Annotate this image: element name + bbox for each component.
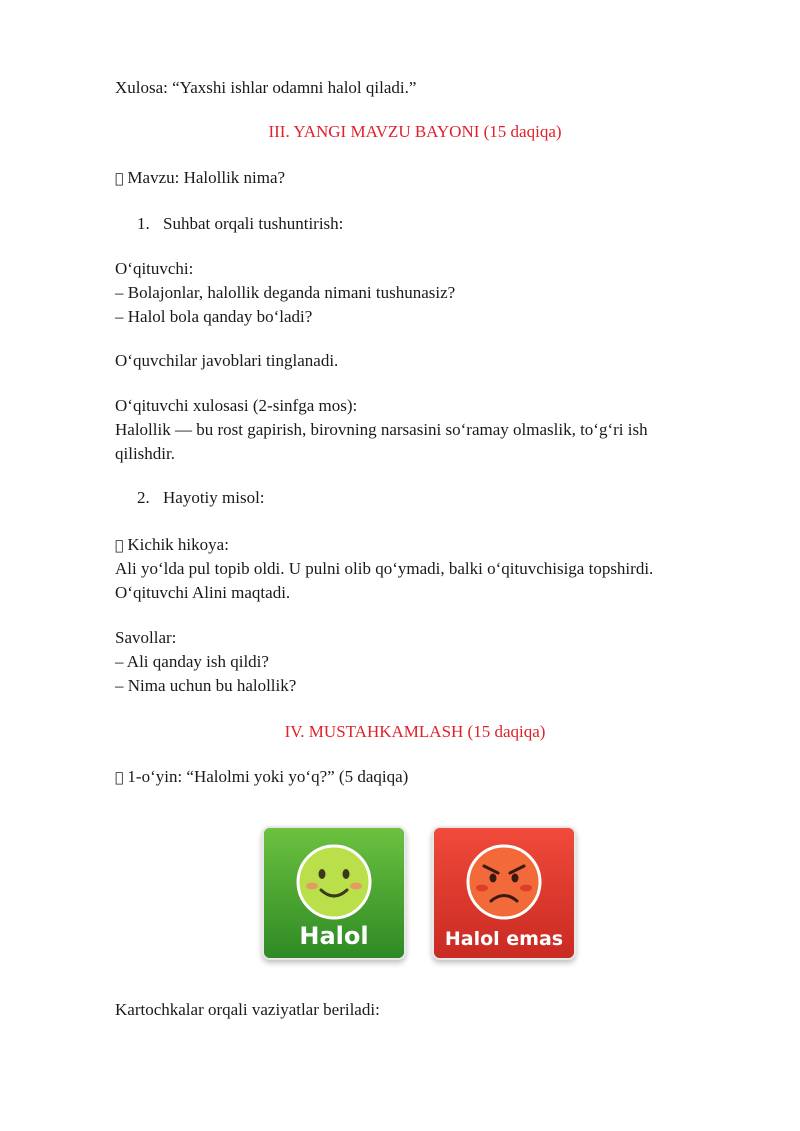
question-2: – Nima uchun bu halollik? [115, 676, 297, 695]
bullet-glyph-icon [115, 766, 123, 790]
list-number: 2. [137, 488, 150, 507]
card-halol-emas [432, 826, 576, 960]
conclusion-line: Xulosa: “Yaxshi ishlar odamni halol qiladi.” [115, 78, 417, 97]
summary-line-2: qilishdir. [115, 444, 175, 463]
question-1: – Ali qanday ish qildi? [115, 652, 269, 671]
story-label-line [115, 533, 229, 558]
teacher-label: O‘qituvchi: [115, 259, 194, 278]
summary-line-1: Halollik — bu rost gapirish, birovning narsasini so‘ramay olmaslik, to‘g‘ri ish [115, 420, 648, 439]
cards-text: Kartochkalar orqali vaziyatlar beriladi: [115, 1000, 380, 1019]
bullet-glyph-icon [115, 167, 123, 191]
topic-line [115, 166, 285, 191]
students-line: O‘quvchilar javoblari tinglanadi. [115, 351, 339, 370]
story-line-2: O‘qituvchi Alini maqtadi. [115, 583, 291, 602]
bullet-glyph-icon [115, 534, 123, 558]
section4-heading: IV. MUSTAHKAMLASH (15 daqiqa) [284, 722, 546, 741]
list-item-text: Suhbat orqali tushuntirish: [163, 214, 344, 233]
card-halol-label: Halol [299, 922, 369, 950]
game-text: 1-o‘yin: “Halolmi yoki yo‘q?” (5 daqiqa) [119, 767, 400, 786]
list-item-text: Hayotiy misol: [163, 488, 265, 507]
list-item-2 [137, 486, 265, 510]
teacher-question-2: – Halol bola qanday bo‘ladi? [115, 307, 313, 326]
game-line [115, 765, 408, 790]
card-halol-emas-label: Halol emas [444, 928, 564, 950]
list-item-1 [137, 212, 343, 236]
topic-text: Mavzu: Halollik nima? [119, 168, 277, 187]
teacher-question-1: – Bolajonlar, halollik deganda nimani tushunasiz? [115, 283, 456, 302]
story-label: Kichik hikoya: [119, 535, 221, 554]
story-line-1: Ali yo‘lda pul topib oldi. U pulni olib qo‘ymadi, balki o‘qituvchisiga topshirdi. [115, 559, 654, 578]
questions-label: Savollar: [115, 628, 177, 647]
card-halol [262, 826, 406, 960]
list-number: 1. [137, 214, 150, 233]
section3-heading: III. YANGI MAVZU BAYONI (15 daqiqa) [268, 122, 562, 141]
summary-label: O‘qituvchi xulosasi (2-sinfga mos): [115, 396, 358, 415]
